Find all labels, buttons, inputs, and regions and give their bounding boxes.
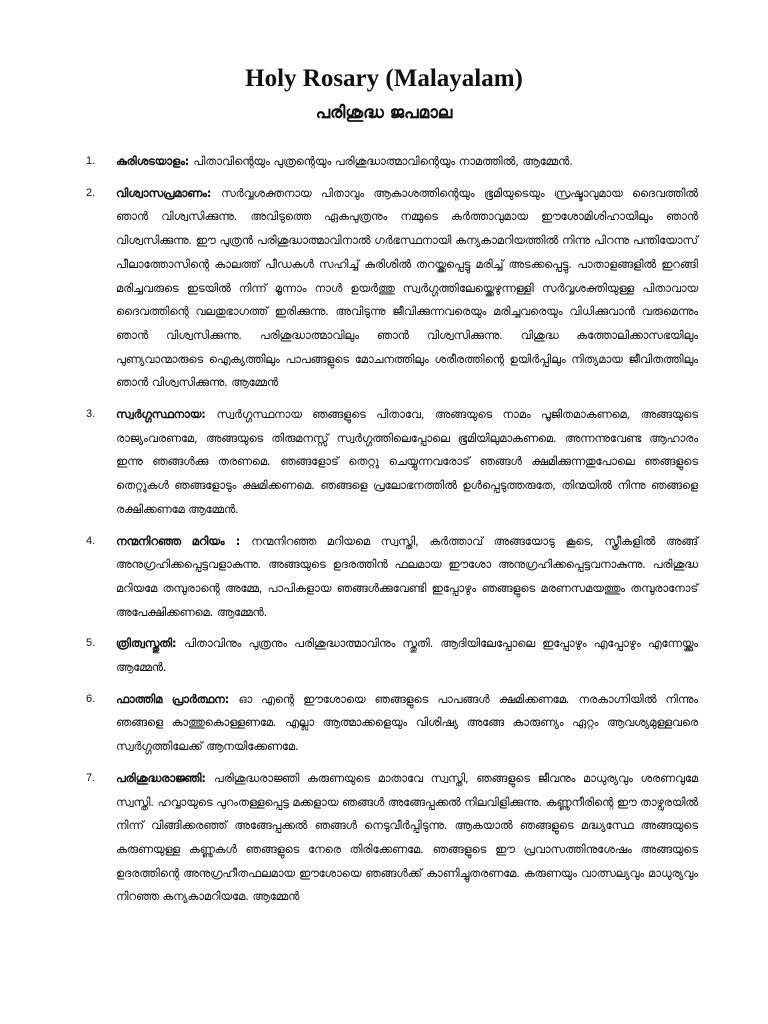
prayer-item-6 [86, 688, 698, 759]
prayer-number: 1. [86, 155, 96, 167]
document-title: Holy Rosary (Malayalam) [245, 65, 523, 92]
prayer-number: 7. [86, 771, 96, 784]
prayer-number: 3. [86, 408, 96, 421]
prayer-item-7 [86, 767, 698, 909]
prayer-item-3 [86, 403, 698, 522]
document-subtitle: പരിശുദ്ധ ജപമാല [315, 103, 453, 123]
prayer-text: സർവ്വശക്തനായ പിതാവും ആകാശത്തിന്റെയും ഭൂമിയുടെയും സ്രഷ്ടാവുമായ ദൈവത്തിൽ ഞാൻ വിശ്വസിക്കുന്നു. അവിടുത്തെ ഏകപുത്രനും നമ്മുടെ കർത്താവുമായ ഈശോമിശിഹായിലും ഞാൻ വിശ്വസിക്കുന്നു. ഈ പുത്രൻ പരിശുദ്ധാത്മാവിനാൽ ഗർഭസ്ഥനായി കന്യകാമറിയത്തിൽ നിന്നു പിറന്നു പന്തിയോസ് പീലാത്തോസിന്റെ കാലത്ത് പീഡകൾ സഹിച്ച് കുരിശിൽ തറയ്ക്കപ്പെട്ടു മരിച്ച് അടക്കപ്പെട്ടു. പാതാളങ്ങളിൽ ഇറങ്ങി മരിച്ചവരുടെ ഇടയിൽ നിന്ന് മൂന്നാം നാൾ ഉയർത്തു സ്വർഗ്ഗത്തിലേയ്ക്കെഴുന്നള്ളി സർവ്വശക്തിയുള്ള പിതാവായ ദൈവത്തിന്റെ വലതുഭാഗത്ത് ഇരിക്കുന്നു. അവിടുന്നു ജീവിക്കുന്നവരെയും മരിച്ചവരെയും വിധിക്കുവാൻ വരുമെന്നും ഞാൻ വിശ്വസിക്കുന്നു. പരിശുദ്ധാത്മാവിലും ഞാൻ വിശ്വസിക്കുന്നു. വിശുദ്ധ കത്തോലിക്കാസഭയിലും പുണ്യവാന്മാരുടെ ഐക്യത്തിലും പാപങ്ങളുടെ മോചനത്തിലും ശരീരത്തിന്റെ ഉയിർപ്പിലും നിത്യമായ ജീവിതത്തിലും ഞാൻ വിശ്വസിക്കുന്നു. ആമ്മേൻ [116, 186, 698, 390]
prayer-text: നന്മനിറഞ്ഞ മറിയമെ സ്വസ്തി, കർത്താവ് അങ്ങയോടു കൂടെ, സ്ത്രീകളിൽ അങ്ങ് അനുഗ്രഹിക്കപ്പെട്ടവളാകുന്നു. അങ്ങയുടെ ഉദരത്തിൻ ഫലമായ ഈശോ അനുഗ്രഹിക്കപ്പെട്ടവനാകുന്നു. പരിശുദ്ധ മറിയമേ തമ്പുരാന്റെ അമ്മേ, പാപികളായ ഞങ്ങൾക്കുവേണ്ടി ഇപ്പോഴും ഞങ്ങളുടെ മരണസമയത്തും തമ്പുരാനോട് അപേക്ഷിക്കണമെ. ആമ്മേൻ. [116, 534, 698, 619]
prayer-item-2 [86, 182, 698, 395]
prayer-name: ഫാത്തിമ പ്രാർത്ഥന: [116, 692, 239, 706]
prayer-name: പരിശുദ്ധരാജ്ഞി: [116, 771, 214, 785]
prayer-name: ത്രിത്വസ്തുതി: [116, 637, 185, 651]
prayer-number: 2. [86, 186, 96, 199]
prayer-number: 5. [86, 637, 96, 650]
prayer-item-5 [86, 632, 698, 679]
prayer-text: പിതാവിനും പുത്രനും പരിശുദ്ധാത്മാവിനും സ്തുതി. ആദിയിലേപ്പോലെ ഇപ്പോഴും എപ്പോഴും എന്നേയ്ക്കും ആമ്മേൻ. [116, 637, 698, 675]
prayer-text: ഓ എന്റെ ഈശോയെ ഞങ്ങളുടെ പാപങ്ങൾ ക്ഷമിക്കണമേ. നരകാഗ്നിയിൽ നിന്നും ഞങ്ങളെ കാത്തുകൊള്ളണമേ. എല്ലാ ആത്മാക്കളെയും വിശിഷ്യ അങ്ങേ കാരുണ്യം ഏറ്റം ആവശ്യമുള്ളവരെ സ്വർഗ്ഗത്തിലേക്ക് ആനയിക്കേണമേ. [116, 692, 698, 754]
prayer-item-4 [86, 530, 698, 625]
prayer-text: പരിശുദ്ധരാജ്ഞി കരുണയുടെ മാതാവേ സ്വസ്തി, ഞങ്ങളുടെ ജീവനും മാധുര്യവും ശരണവുമേ സ്വസ്തി. ഹവ്വായുടെ പുറംതള്ളപ്പെട്ട മക്കളായ ഞങ്ങൾ അങ്ങേപ്പക്കൽ നിലവിളിക്കുന്നു. കണ്ണുനീരിന്റെ ഈ താഴ്വരയിൽ നിന്ന് വിങ്ങിക്കരഞ്ഞ് അങ്ങേപ്പക്കൽ ഞങ്ങൾ നെടുവീർപ്പിടുന്നു. ആകയാൽ ഞങ്ങളുടെ മദ്ധ്യസ്ഥേ അങ്ങയുടെ കരുണയുള്ള കണ്ണുകൾ ഞങ്ങളുടെ നേരെ തിരിക്കേണമേ. ഞങ്ങളുടെ ഈ പ്രവാസത്തിനുശേഷം അങ്ങയുടെ ഉദരത്തിന്റെ അനുഗ്രഹീതഫലമായ ഈശോയെ ഞങ്ങൾക്ക് കാണിച്ചുതരണമേ. കരുണയും വാത്സല്യവും മാധുര്യവും നിറഞ്ഞ കന്യകാമറിയമേ. ആമ്മേൻ [116, 771, 698, 904]
prayer-name: കുരിശടയാളം: [116, 155, 194, 168]
prayer-item-1 [86, 150, 698, 174]
prayer-text: പിതാവിന്റെയും പുത്രന്റെയും പരിശുദ്ധാത്മാവിന്റെയും നാമത്തിൽ, ആമ്മേൻ. [193, 155, 573, 168]
prayer-name: നന്മനിറഞ്ഞ മറിയം : [116, 534, 252, 548]
prayer-number: 6. [86, 692, 96, 705]
prayer-name: വിശ്വാസപ്രമാണം: [116, 186, 222, 200]
prayer-number: 4. [86, 534, 96, 547]
prayer-text: സ്വർഗ്ഗസ്ഥനായ ഞങ്ങളുടെ പിതാവേ, അങ്ങയുടെ നാമം പൂജിതമാകണമെ, അങ്ങയുടെ രാജ്യംവരണമേ, അങ്ങയുടെ തിരുമനസ്സ് സ്വർഗ്ഗത്തിലെപ്പോലെ ഭൂമിയിലുമാകണമെ. അന്നന്നുവേണ്ട ആഹാരം ഇന്നു ഞങ്ങൾക്കു തരണമെ. ഞങ്ങളോട് തെറ്റു ചെയ്യുന്നവരോട് ഞങ്ങൾ ക്ഷമിക്കുന്നതുപോലെ ഞങ്ങളുടെ തെറ്റുകൾ ഞങ്ങളോടും ക്ഷമിക്കണമെ. ഞങ്ങളെ പ്രലോഭനത്തിൽ ഉൾപ്പെടുത്തരുതേ, തിന്മയിൽ നിന്നു ഞങ്ങളെ രക്ഷിക്കണമേ ആമ്മേൻ. [116, 408, 699, 516]
prayer-list [86, 150, 698, 917]
prayer-name: സ്വർഗ്ഗസ്ഥനായ: [116, 408, 217, 422]
